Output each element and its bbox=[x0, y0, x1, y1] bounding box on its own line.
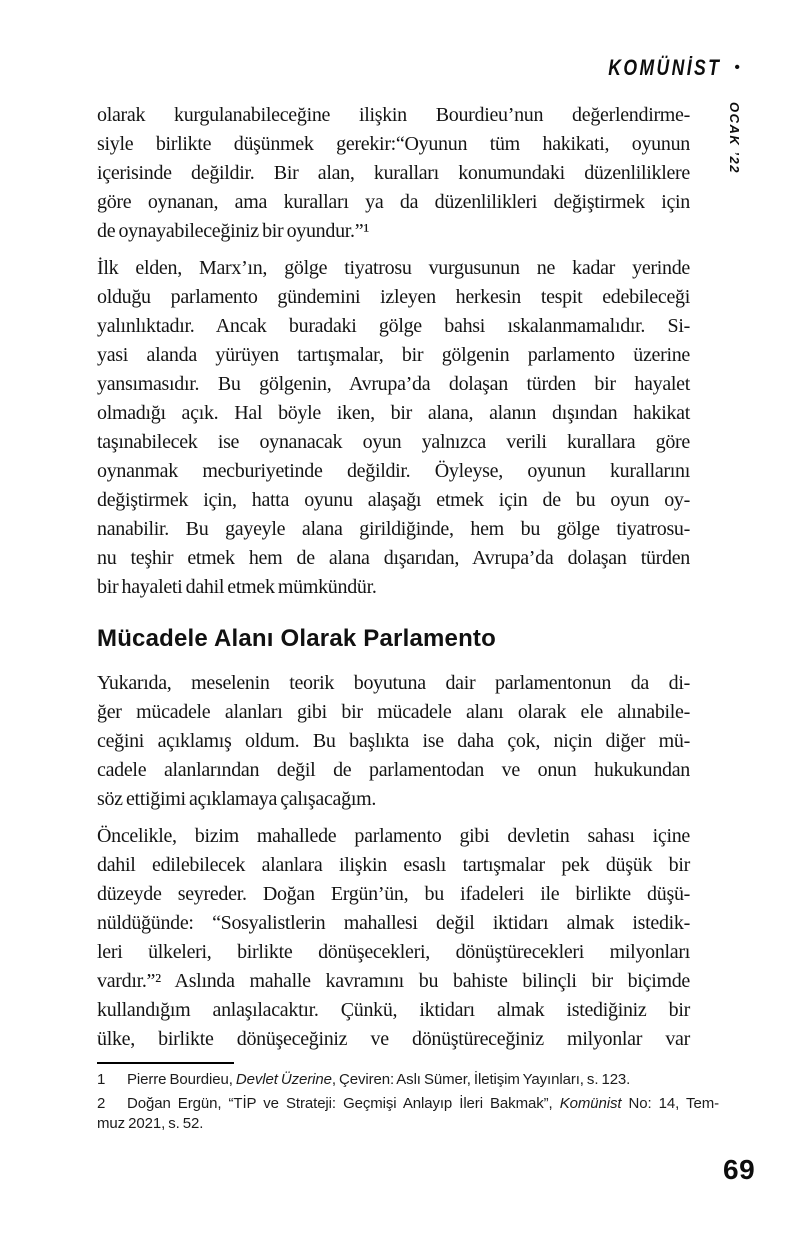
text-line: içerisinde değildir. Bir alan, kuralları konumundaki düzenliliklere bbox=[97, 162, 690, 184]
text-line: olmadığı açık. Hal böyle iken, bir alana, alanın dışından hakikat bbox=[97, 402, 690, 424]
text-line: oynanmak mecburiyetinde değildir. Öyleyse, oyunun kurallarını bbox=[97, 460, 690, 482]
text-line: İlk elden, Marx’ın, gölge tiyatrosu vurgusunun ne kadar yerinde bbox=[97, 257, 690, 279]
text-line: göre oynanan, ama kuralları ya da düzenlilikleri değiştirmek için bbox=[97, 191, 690, 213]
text-line: dahil edilebilecek alanlara ilişkin esaslı tartışmalar pek düşük bir bbox=[97, 854, 690, 876]
text-line: vardır.”² Aslında mahalle kavramını bu bahiste bilinçli bir biçimde bbox=[97, 970, 690, 992]
text-line: yasi alanda yürüyen tartışmalar, bir gölgenin parlamento üzerine bbox=[97, 344, 690, 366]
footnote-italic-title: Devlet Üzerine bbox=[235, 1071, 332, 1088]
page-number: 69 bbox=[723, 1154, 756, 1185]
text-line: kullandığım anlaşılacaktır. Çünkü, iktidarı almak istediğiniz bir bbox=[97, 999, 690, 1021]
footnote-rule bbox=[97, 1062, 234, 1064]
text-line: değiştirmek için, hatta oyunu alaşağı etmek için de bu oyun oy- bbox=[97, 489, 690, 511]
paragraph-1 bbox=[97, 101, 690, 246]
text-line: olarak kurgulanabileceğine ilişkin Bourdieu’nun değerlendirme- bbox=[97, 104, 690, 126]
text-line: nüldüğünde: “Sosyalistlerin mahallesi değil iktidarı almak istedik- bbox=[97, 912, 690, 934]
footnote-line bbox=[97, 1094, 719, 1114]
masthead bbox=[580, 57, 740, 79]
text-line: taşınabilecek ise oynanacak oyun yalnızca verili kurallara göre bbox=[97, 431, 690, 453]
text-line: yansımasıdır. Bu gölgenin, Avrupa’da dolaşan türden bir hayalet bbox=[97, 373, 690, 395]
text-line: düzeyde seyreder. Doğan Ergün’ün, bu ifadeleri ile birlikte düşü- bbox=[97, 883, 690, 905]
footnote-number: 2 bbox=[97, 1095, 106, 1112]
paragraph-4 bbox=[97, 822, 690, 1054]
text-line: söz ettiğimi açıklamaya çalışacağım. bbox=[97, 788, 377, 810]
footnote-text-segment: Pierre Bourdieu, bbox=[127, 1071, 236, 1088]
article-body bbox=[97, 101, 719, 1138]
text-line: bir hayaleti dahil etmek mümkündür. bbox=[97, 576, 377, 598]
footnote-italic-title: Komünist bbox=[559, 1095, 622, 1112]
issue-date-vertical: OCAK ’22 bbox=[727, 102, 742, 174]
text-line: nu teşhir etmek hem de alana dışarıdan, Avrupa’da dolaşan türden bbox=[97, 547, 690, 569]
footnote-2 bbox=[97, 1094, 719, 1134]
footnote-1 bbox=[97, 1070, 719, 1090]
journal-name: KOMÜNİST bbox=[608, 55, 722, 80]
text-line: ülke, birlikte dönüşeceğiniz ve dönüştüreceğiniz milyonlar var bbox=[97, 1028, 690, 1050]
footnote-text-segment: , Çeviren: Aslı Sümer, İletişim Yayınları, s. 123. bbox=[331, 1071, 631, 1088]
text-line: olduğu parlamento gündemini izleyen herkesin tespit edebileceği bbox=[97, 286, 690, 308]
text-line: ceğini açıklamış oldum. Bu başlıkta ise daha çok, niçin diğer mü- bbox=[97, 730, 690, 752]
footnote-continuation-line: muz 2021, s. 52. bbox=[97, 1115, 204, 1132]
text-line: Yukarıda, meselenin teorik boyutuna dair parlamentonun da di- bbox=[97, 672, 690, 694]
text-line: ğer mücadele alanları gibi bir mücadele alanı olarak ele alınabile- bbox=[97, 701, 690, 723]
text-line: nanabilir. Bu gayeyle alana girildiğinde, hem bu gölge tiyatrosu- bbox=[97, 518, 690, 540]
bullet-separator-icon: • bbox=[734, 59, 740, 76]
text-line: cadele alanlarından değil de parlamentodan ve onun hukukundan bbox=[97, 759, 690, 781]
text-line: leri ülkeleri, birlikte dönüşecekleri, dönüştürecekleri milyonları bbox=[97, 941, 690, 963]
text-line: siyle birlikte düşünmek gerekir:“Oyunun tüm hakikati, oyunun bbox=[97, 133, 690, 155]
text-line: yalınlıktadır. Ancak buradaki gölge bahsi ıskalanmamalıdır. Si- bbox=[97, 315, 690, 337]
paragraph-3 bbox=[97, 669, 690, 814]
paragraph-2 bbox=[97, 254, 690, 602]
text-line: Öncelikle, bizim mahallede parlamento gibi devletin sahası içine bbox=[97, 825, 690, 847]
footnote-text-segment: No: 14, Tem- bbox=[621, 1095, 719, 1112]
text-line: de oynayabileceğiniz bir oyundur.”¹ bbox=[97, 220, 370, 242]
section-heading: Mücadele Alanı Olarak Parlamento bbox=[97, 625, 496, 652]
footnote-number: 1 bbox=[97, 1071, 106, 1088]
footnotes-block bbox=[97, 1062, 719, 1134]
footnote-text-segment: Doğan Ergün, “TİP ve Strateji: Geçmişi Anlayıp İleri Bakmak”, bbox=[127, 1095, 560, 1112]
